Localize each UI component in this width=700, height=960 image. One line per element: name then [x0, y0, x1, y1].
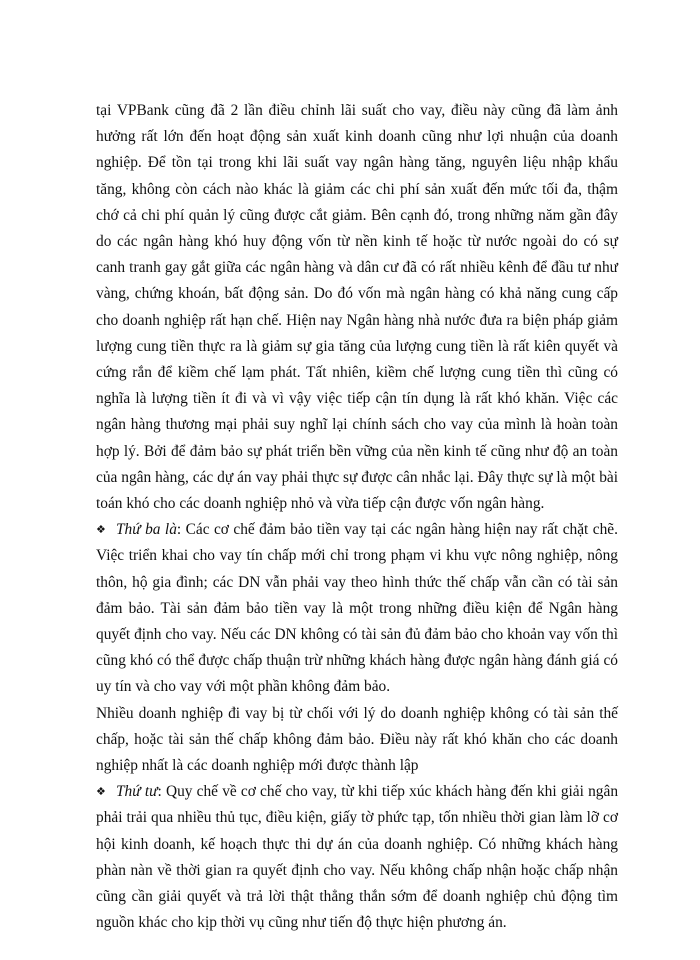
paragraph-loan-interest: tại VPBank cũng đã 2 lần điều chỉnh lãi suất cho vay, điều này cũng đã làm ảnh hưởng rất lớn đến hoạt động sản xuất kinh doanh cũng như lợi nhuận của doanh nghiệp. Để tồn tại trong khi lãi suất vay ngân hàng tăng, nguyên liệu nhập khẩu tăng, không còn cách nào khác là giảm các chi phí sản xuất đến mức tối đa, thậm chớ cả chi phí quản lý cũng được cắt giảm. Bên cạnh đó, trong những năm gần đây do các ngân hàng khó huy động vốn từ nền kinh tế hoặc từ nước ngoài do có sự canh tranh gay gắt giữa các ngân hàng và dân cư đã có rất nhiều kênh để đầu tư như vàng, chứng khoán, bất động sản. Do đó vốn mà ngân hàng có khả năng cung cấp cho doanh nghiệp rất hạn chế. Hiện nay Ngân hàng nhà nước đưa ra biện pháp giảm lượng cung tiền thực ra là giảm sự gia tăng của lượng cung tiền là rất kiên quyết và cứng rắn để kiềm chế lạm phát. Tất nhiên, kiềm chế lượng cung tiền thì cũng có nghĩa là lượng tiền ít đi và vì vậy việc tiếp cận tín dụng là rất khó khăn. Việc các ngân hàng thương mại phải suy nghĩ lại chính sách cho vay của mình là hoàn toàn hợp lý. Bởi để đảm bảo sự phát triển bền vững của nền kinh tế cũng như độ an toàn của ngân hàng, các dự án vay phải thực sự được cân nhắc lại. Đây thực sự là một bài toán khó cho các doanh nghiệp nhỏ và vừa tiếp cận được vốn ngân hàng. [96, 102, 618, 513]
bullet-text-fourth: : Quy chế về cơ chế cho vay, từ khi tiếp xúc khách hàng đến khi giải ngân phải trải qua nhiều thủ tục, điều kiện, giấy tờ phức tạp, tốn nhiều thời gian làm lỡ cơ hội kinh doanh, kế hoạch thực thi dự án của doanh nghiệp. Có những khách hàng phàn nàn về thời gian ra quyết định cho vay. Nếu không chấp nhận hoặc chấp nhận cũng cần giải quyết và trả lời thật thẳng thắn sớm để doanh nghiệp chủ động tìm nguồn khác cho kịp thời vụ cũng như tiến độ thực hiện phương án. [96, 783, 619, 932]
bullet-lead-fourth: Thứ tư [116, 783, 158, 801]
document-body [96, 98, 618, 937]
paragraph-refused-loans: Nhiều doanh nghiệp đi vay bị từ chối với lý do doanh nghiệp không có tài sản thế chấp, hoặc tài sản thế chấp không đảm bảo. Điều này rất khó khăn cho các doanh nghiệp nhất là các doanh nghiệp mới được thành lập [96, 704, 618, 775]
bullet-lead-third: Thứ ba là [116, 521, 177, 539]
bullet-item-collateral [96, 517, 618, 700]
diamond-bullet-icon: ❖ [96, 523, 106, 537]
diamond-bullet-icon: ❖ [96, 785, 106, 799]
bullet-item-procedures [96, 779, 618, 936]
bullet-text-third: : Các cơ chế đảm bảo tiền vay tại các ngân hàng hiện nay rất chặt chẽ. Việc triển khai cho vay tín chấp mới chỉ trong phạm vi khu vực nông nghiệp, nông thôn, hộ gia đình; các DN vẫn phải vay theo hình thức thế chấp vẫn cần có tài sản đảm bảo. Tài sản đảm bảo tiền vay là một trong những điều kiện để Ngân hàng quyết định cho vay. Nếu các DN không có tài sản đủ đảm bảo cho khoản vay vốn thì cũng khó có thể được chấp thuận trừ những khách hàng được ngân hàng đánh giá có uy tín và cho vay với một phần không đảm bảo. [96, 521, 618, 696]
